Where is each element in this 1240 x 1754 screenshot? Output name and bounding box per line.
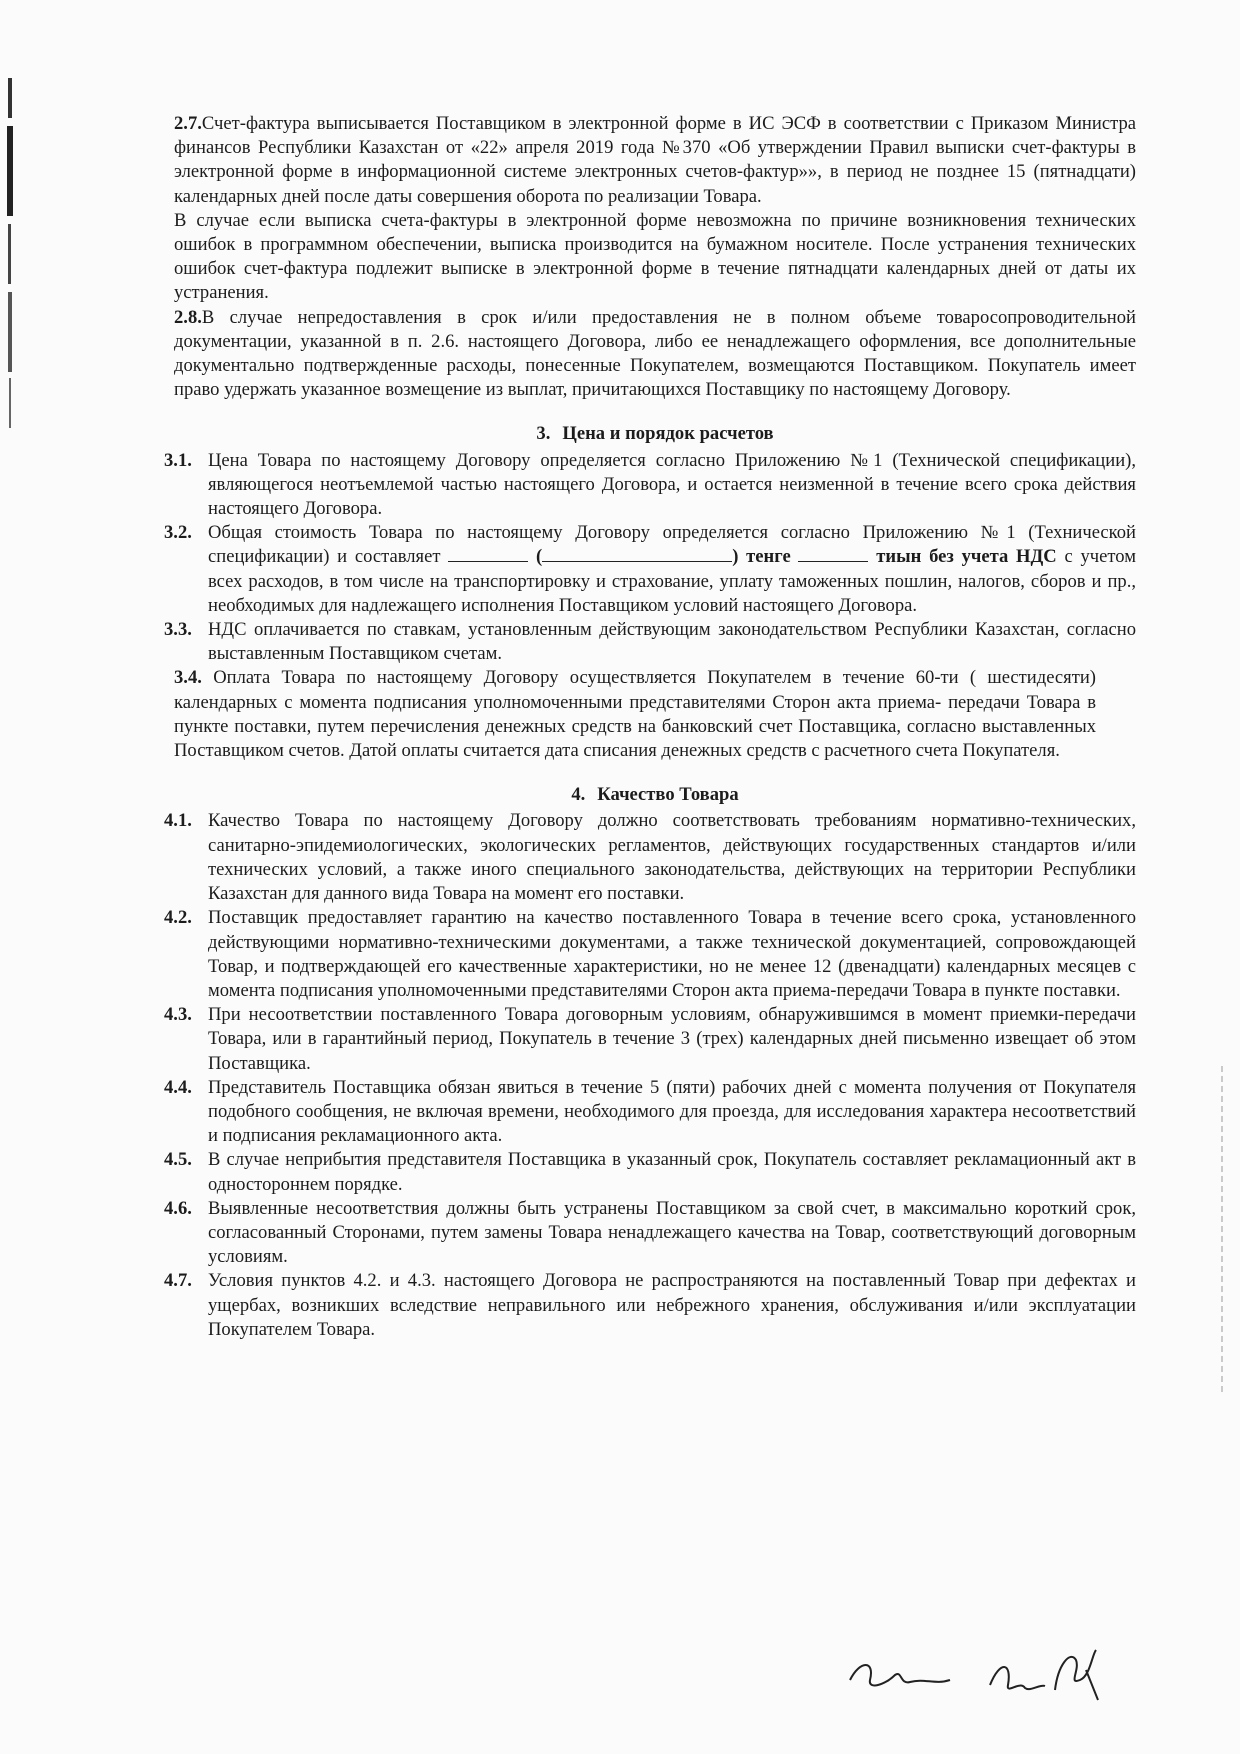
clause-text: Условия пунктов 4.2. и 4.3. настоящего Договора не распространяются на поставленный Товар при дефектах и ущербах, возникших вследствие неправильного или небрежного хранения, обслуживания и/или эксплуатации Покупателем Товара. (208, 1270, 1136, 1340)
clause-number: 4.2. (164, 907, 192, 929)
clause-4-6 (164, 1197, 1136, 1270)
clause-4-7 (164, 1269, 1136, 1342)
tiyn-label: тиын без учета НДС (876, 546, 1057, 568)
clause-text: Общая стоимость Товара по настоящему Договору определяется согласно Приложению №1 (Технической спецификации) и составляет (208, 522, 1136, 568)
clause-text: с учетом всех расходов, в том числе на транспортировку и страхование, уплату таможенных пошлин, налогов, сборов и пр., необходимых для надлежащего исполнения Поставщиком условий настоящего Договора. (208, 546, 1136, 616)
clause-text: Качество Товара по настоящему Договору должно соответствовать требованиям нормативно-технических, санитарно-эпидемиологических, экологических регламентов, действующих государственных стандартов и/или технических условий, а также иного специального законодательства, действующих на территории Республики Казахстан для данного вида Товара на момент его поставки. (208, 810, 1136, 905)
clause-text: При несоответствии поставленного Товара договорным условиям, обнаружившимся в момент приемки-передачи Товара, или в гарантийный период, Покупатель в течение 3 (трех) календарных дней письменно извещает об этом Поставщика. (208, 1004, 1136, 1074)
clause-3-2 (164, 521, 1136, 618)
clause-number: 3.4. (174, 667, 202, 689)
clause-3-4 (174, 666, 1136, 763)
clause-text: Цена Товара по настоящему Договору определяется согласно Приложению №1 (Технической спецификации), являющегося неотъемлемой частью настоящего Договора, и остается неизменной в течение всего срока действия настоящего Договора. (208, 449, 1136, 520)
section-title: Цена и порядок расчетов (562, 423, 774, 445)
clause-number: 4.7. (164, 1270, 192, 1292)
clause-number: 4.3. (164, 1004, 192, 1026)
section-3-heading (174, 422, 1136, 446)
paragraph-2-7 (174, 112, 1136, 209)
amount-paren-open: ( (536, 546, 543, 568)
paragraph-number: 2.8. (174, 306, 202, 328)
clause-4-1 (164, 809, 1136, 906)
paragraph-text: В случае непредоставления в срок и/или предоставления не в полном объеме товаросопроводительной документации, указанной в п. 2.6. настоящего Договора, либо ее ненадлежащего оформления, все дополнительные документально подтвержденные расходы, понесенные Покупателем, возмещаются Поставщиком. Покупатель имеет право удержать указанное возмещение из выплат, причитающихся Поставщику по настоящему Договору. (174, 306, 1136, 401)
clause-number: 3.2. (164, 522, 192, 544)
clause-text: Оплата Товара по настоящему Договору осуществляется Покупателем в течение 60-ти ( шестидесяти) календарных с момента подписания уполномоченными представителями Сторон акта приема- передачи Товара в пункте поставки, путем перечисления денежных средств на банковский счет Поставщика, согласно выставленных Поставщиком счетов. Датой оплаты считается дата списания денежных средств с расчетного счета Покупателя. (174, 667, 1096, 762)
document-body (164, 112, 1136, 1342)
tenge-label: ) тенге (732, 546, 791, 568)
clause-number: 4.1. (164, 810, 192, 832)
handwritten-signatures (840, 1640, 1120, 1710)
scan-edge-marks-right (1218, 1066, 1226, 1396)
clause-text: Поставщик предоставляет гарантию на качество поставленного Товара в течение всего срока, установленного действующими нормативно-техническими документами, а также технической документацией, сопровождающей Товар, и подтверждающей его качественные характеристики, но не менее 12 (двенадцати) календарных месяцев с момента подписания уполномоченными представителями Сторон акта приема-передачи Товара в пункте поставки. (208, 907, 1136, 1001)
clause-text: В случае неприбытия представителя Поставщика в указанный срок, Покупатель составляет рекламационный акт в одностороннем порядке. (208, 1149, 1136, 1195)
clause-text: Представитель Поставщика обязан явиться в течение 5 (пяти) рабочих дней с момента получения от Покупателя подобного сообщения, не включая времени, необходимого для проезда, для исследования характера несоответствий и подписания рекламационного акта. (208, 1076, 1136, 1147)
clause-number: 4.5. (164, 1149, 192, 1171)
clause-number: 3.1. (164, 449, 192, 471)
paragraph-number: 2.7. (174, 113, 202, 134)
amount-blank (448, 545, 528, 562)
clause-text: НДС оплачивается по ставкам, установленным действующим законодательством Республики Казахстан, согласно выставленным Поставщиком счетам. (208, 619, 1136, 665)
clause-4-4 (164, 1076, 1136, 1149)
amount-words-blank (542, 545, 732, 562)
section-number: 3. (536, 423, 551, 445)
clause-3-1 (164, 449, 1136, 522)
clause-4-3 (164, 1003, 1136, 1076)
paragraph-2-8 (174, 306, 1136, 403)
paragraph-2-7-continued (174, 209, 1136, 306)
paragraph-text: Счет-фактура выписывается Поставщиком в электронной форме в ИС ЭСФ в соответствии с Приказом Министра финансов Республики Казахстан от «22» апреля 2019 года №370 «Об утверждении Правил выписки счет-фактуры в электронной форме в информационной системе электронных счетов-фактур»», в период не позднее 15 (пятнадцати) календарных дней после даты совершения оборота по реализации Товара. (174, 113, 1136, 207)
clause-4-5 (164, 1148, 1136, 1196)
clause-4-2 (164, 906, 1136, 1003)
clause-text: Выявленные несоответствия должны быть устранены Поставщиком за свой счет, в максимально короткий срок, согласованный Сторонами, путем замены Товара ненадлежащего качества на Товар, соответствующий договорным условиям. (208, 1197, 1136, 1268)
section-4-heading (174, 783, 1136, 807)
clause-number: 4.6. (164, 1197, 192, 1219)
tiyn-blank (798, 545, 868, 562)
section-number: 4. (571, 784, 586, 806)
clause-3-3 (164, 618, 1136, 666)
section-title: Качество Товара (597, 784, 739, 806)
clause-number: 4.4. (164, 1076, 192, 1098)
scan-edge-marks (4, 78, 18, 438)
clause-number: 3.3. (164, 619, 192, 641)
paragraph-text: В случае если выписка счета-фактуры в электронной форме невозможна по причине возникновения технических ошибок в программном обеспечении, выписка производится на бумажном носителе. После устранения технических ошибок счет-фактура подлежит выписке в электронной форме в течение пятнадцати календарных дней от даты их устранения. (174, 209, 1136, 304)
